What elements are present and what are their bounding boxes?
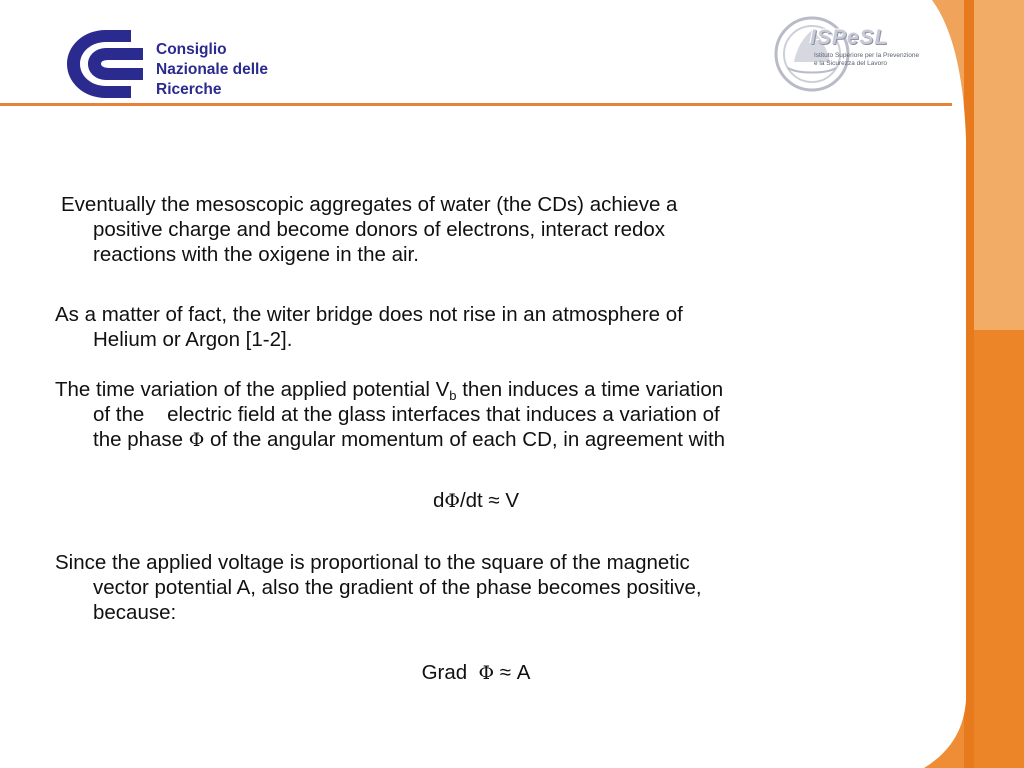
cnr-logo-line: Nazionale delle — [156, 61, 268, 78]
equation-1 — [0, 489, 952, 513]
paragraph-3 — [55, 377, 725, 453]
text-run: the phase — [93, 428, 189, 451]
phi-symbol: Φ — [478, 662, 495, 684]
cnr-logo — [56, 20, 311, 108]
paragraph-line: reactions with the oxigene in the air. — [93, 243, 419, 266]
text-run: The time variation of the applied potential V — [55, 378, 450, 401]
paragraph-line — [55, 377, 725, 402]
paragraph-line: of the electric field at the glass interfaces that induces a variation of — [93, 403, 720, 426]
ispesl-logo — [772, 12, 922, 96]
cnr-logo-line: Ricerche — [156, 81, 222, 98]
text-run: d — [432, 489, 445, 512]
text-run: /dt ≈ V — [459, 489, 520, 512]
orange-band-graphic — [884, 0, 1024, 768]
paragraph-4 — [55, 550, 702, 625]
ispesl-subtitle-line: Istituto Superiore per la Prevenzione — [814, 52, 920, 59]
cnr-logo-text — [156, 40, 268, 100]
paragraph-line — [55, 427, 725, 453]
text-run: of the angular momentum of each CD, in agreement with — [204, 428, 726, 451]
ispesl-logo-subtitle — [814, 52, 924, 67]
paragraph-line: positive charge and become donors of electrons, interact redox — [93, 218, 666, 241]
text-run: then induces a time variation — [456, 378, 724, 401]
header-divider — [0, 103, 952, 106]
cnr-logo-line: Consiglio — [156, 41, 227, 58]
text-run: ≈ A — [494, 661, 531, 684]
paragraph-line: Since the applied voltage is proportional to the square of the magnetic — [55, 551, 690, 574]
paragraph-1 — [61, 192, 677, 267]
phi-symbol: Φ — [444, 490, 460, 512]
text-run: Grad — [421, 661, 479, 684]
paragraph-line: vector potential A, also the gradient of the phase becomes positive, — [93, 576, 702, 599]
ispesl-logo-name: ISPeSL — [810, 26, 889, 49]
phi-symbol: Φ — [188, 429, 205, 451]
decorative-orange-band — [884, 0, 1024, 768]
paragraph-line: Helium or Argon [1-2]. — [93, 328, 293, 351]
paragraph-line: because: — [93, 601, 177, 624]
cnr-emblem-icon — [61, 24, 151, 104]
paragraph-2 — [55, 302, 683, 352]
paragraph-line: Eventually the mesoscopic aggregates of water (the CDs) achieve a — [61, 193, 678, 216]
equation-2 — [0, 661, 952, 685]
ispesl-subtitle-line: e la Sicurezza del Lavoro — [814, 59, 887, 67]
subscript: b — [449, 388, 457, 403]
paragraph-line: As a matter of fact, the witer bridge does not rise in an atmosphere of — [55, 303, 683, 326]
